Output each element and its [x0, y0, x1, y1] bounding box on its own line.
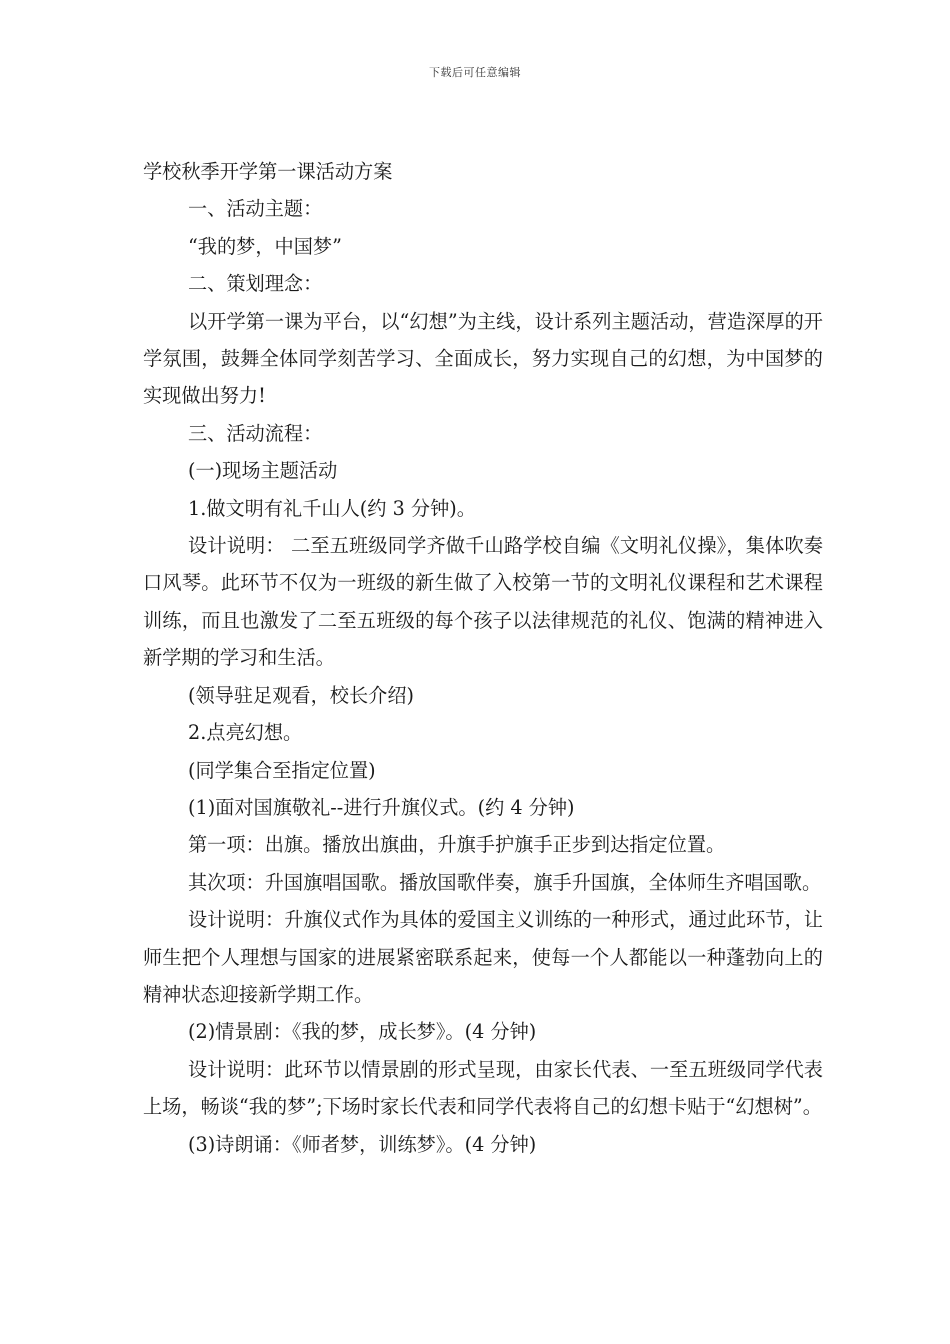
item-civility: 1.做文明有礼千山人(约 3 分钟)。 — [188, 496, 476, 520]
item-flag-ceremony: (1)面对国旗敬礼--进行升旗仪式。(约 4 分钟) — [188, 795, 575, 819]
item-poem: (3)诗朗诵：《师者梦，训练梦》。(4 分钟) — [188, 1132, 537, 1156]
item-drama: (2)情景剧：《我的梦，成长梦》。(4 分钟) — [188, 1020, 537, 1044]
note-students-gather: (同学集合至指定位置) — [188, 758, 376, 782]
design-note-drama: 设计说明：此环节以情景剧的形式呈现，由家长代表、一至五班级同学代表上场，畅谈“我的梦”;下场时家长代表和同学代表将自己的幻想卡贴于“幻想树”。 — [143, 1057, 823, 1119]
theme-slogan: “我的梦，中国梦” — [188, 234, 342, 258]
concept-paragraph: 以开学第一课为平台，以“幻想”为主线，设计系列主题活动，营造深厚的开学氛围，鼓舞全体同学刻苦学习、全面成长，努力实现自己的幻想，为中国梦的实现做出努力! — [143, 309, 823, 408]
section-heading-theme: 一、活动主题： — [188, 197, 323, 221]
item-light-dream: 2.点亮幻想。 — [188, 721, 303, 745]
subsection-heading-onsite: (一)现场主题活动 — [188, 459, 338, 483]
document-body — [143, 153, 823, 1163]
step-anthem: 其次项：升国旗唱国歌。播放国歌伴奏，旗手升国旗，全体师生齐唱国歌。 — [188, 870, 822, 894]
step-flag-out: 第一项：出旗。播放出旗曲，升旗手护旗手正步到达指定位置。 — [188, 833, 726, 857]
document-title: 学校秋季开学第一课活动方案 — [143, 160, 393, 183]
note-leaders: (领导驻足观看，校长介绍) — [188, 683, 415, 707]
design-note-flag: 设计说明：升旗仪式作为具体的爱国主义训练的一种形式，通过此环节，让师生把个人理想与国家的进展紧密联系起来，使每一个人都能以一种蓬勃向上的精神状态迎接新学期工作。 — [143, 908, 823, 1006]
section-heading-process: 三、活动流程： — [188, 421, 323, 445]
design-note-civility: 设计说明： 二至五班级同学齐做千山路学校自编《文明礼仪操》，集体吹奏口风琴。此环节不仅为一班级的新生做了入校第一节的文明礼仪课程和艺术课程训练，而且也激发了二至五班级的每个孩子以法律规范的礼仪、饱满的精神进入新学期的学习和生活。 — [143, 534, 823, 670]
page-header: 下载后可任意编辑 — [429, 66, 521, 79]
section-heading-concept: 二、策划理念： — [188, 272, 323, 296]
